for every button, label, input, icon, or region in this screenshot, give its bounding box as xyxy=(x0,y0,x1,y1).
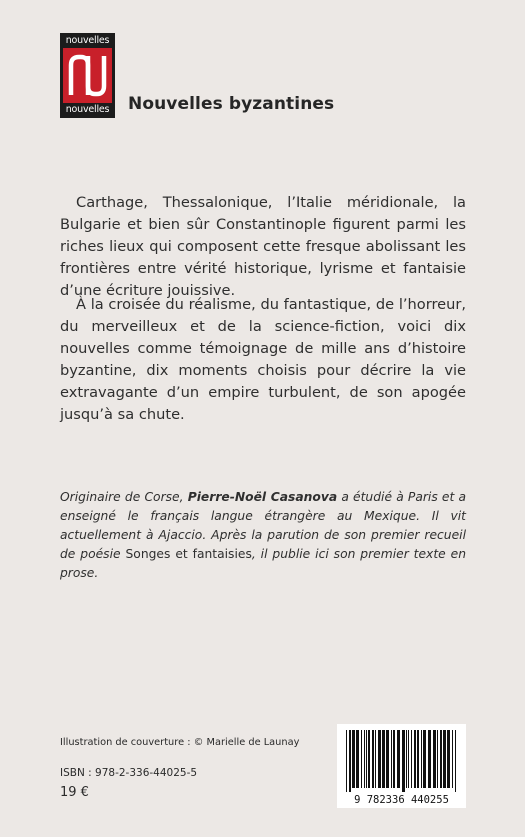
series-title: Nouvelles byzantines xyxy=(128,94,335,114)
barcode-bar xyxy=(443,730,446,788)
barcode-bar xyxy=(393,730,395,788)
bio-end: , il publie ici son premier texte en prose. xyxy=(60,547,466,580)
barcode-bar xyxy=(364,730,365,788)
barcode-bar xyxy=(378,730,381,788)
barcode xyxy=(337,724,466,808)
barcode-bar xyxy=(349,730,351,792)
barcode-bar xyxy=(417,730,419,788)
barcode-bar xyxy=(411,730,412,788)
publisher-logo xyxy=(60,33,115,118)
barcode-bar xyxy=(352,730,355,788)
barcode-bar xyxy=(428,730,431,788)
barcode-bar xyxy=(440,730,442,788)
barcode-bar xyxy=(402,730,405,792)
barcode-bar xyxy=(452,730,453,788)
blurb-paragraph-1: Carthage, Thessalonique, l’Italie méridionale, la Bulgarie et bien sûr Constantinople figurent parmi les riches lieux qui composent cette fresque abolissant les frontières entre vérité historique, lyrisme et fantaisie d’une écriture jouissive. xyxy=(60,194,466,299)
barcode-bar xyxy=(386,730,389,788)
barcode-bar xyxy=(361,730,362,788)
logo-top-text: nouvelles xyxy=(65,35,110,46)
bio-middle: a étudié à Paris et a enseigné le français langue étrangère au Mexique. Il vit actuellement à Ajaccio. Après la parution de son premier recueil de poésie xyxy=(60,490,467,561)
barcode-bar xyxy=(356,730,359,788)
barcode-graphic xyxy=(337,724,466,808)
barcode-bars xyxy=(346,730,456,792)
blurb-paragraph-2: À la croisée du réalisme, du fantastique, de l’horreur, du merveilleux et de la science-fiction, voici dix nouvelles comme témoignage de mille ans d’histoire byzantine, dix moments choisis pour décrire la vie extravagante d’un empire turbulent, de son apogée jusqu’à sa chute. xyxy=(60,296,466,423)
barcode-bar xyxy=(447,730,450,788)
isbn: ISBN : 978-2-336-44025-5 xyxy=(60,767,198,779)
barcode-bar xyxy=(433,730,436,788)
barcode-digits: 9 782336 440255 xyxy=(354,794,449,806)
bio-intro: Originaire de Corse, xyxy=(60,490,188,504)
barcode-bar xyxy=(414,730,416,788)
bio-work-title: Songes et fantaisies xyxy=(125,547,252,561)
barcode-bar xyxy=(372,730,374,788)
barcode-bar xyxy=(408,730,409,788)
barcode-bar xyxy=(366,730,367,788)
barcode-bar xyxy=(391,730,392,788)
barcode-bar xyxy=(397,730,400,788)
barcode-bar xyxy=(437,730,438,788)
barcode-bar xyxy=(375,730,376,788)
barcode-bar xyxy=(406,730,407,788)
barcode-bar xyxy=(346,730,347,792)
price: 19 € xyxy=(60,785,89,800)
cover-credit: Illustration de couverture : © Marielle de Launay xyxy=(60,737,300,748)
barcode-bar xyxy=(368,730,370,788)
author-bio xyxy=(60,488,466,583)
author-name: Pierre-Noël Casanova xyxy=(187,490,338,504)
nu-monogram-icon xyxy=(63,48,112,103)
barcode-bar xyxy=(423,730,426,788)
barcode-bar xyxy=(455,730,456,792)
logo-bottom-text: nouvelles xyxy=(65,104,110,115)
barcode-bar xyxy=(421,730,422,788)
logo-nu-mark xyxy=(63,48,112,103)
barcode-bar xyxy=(382,730,385,788)
